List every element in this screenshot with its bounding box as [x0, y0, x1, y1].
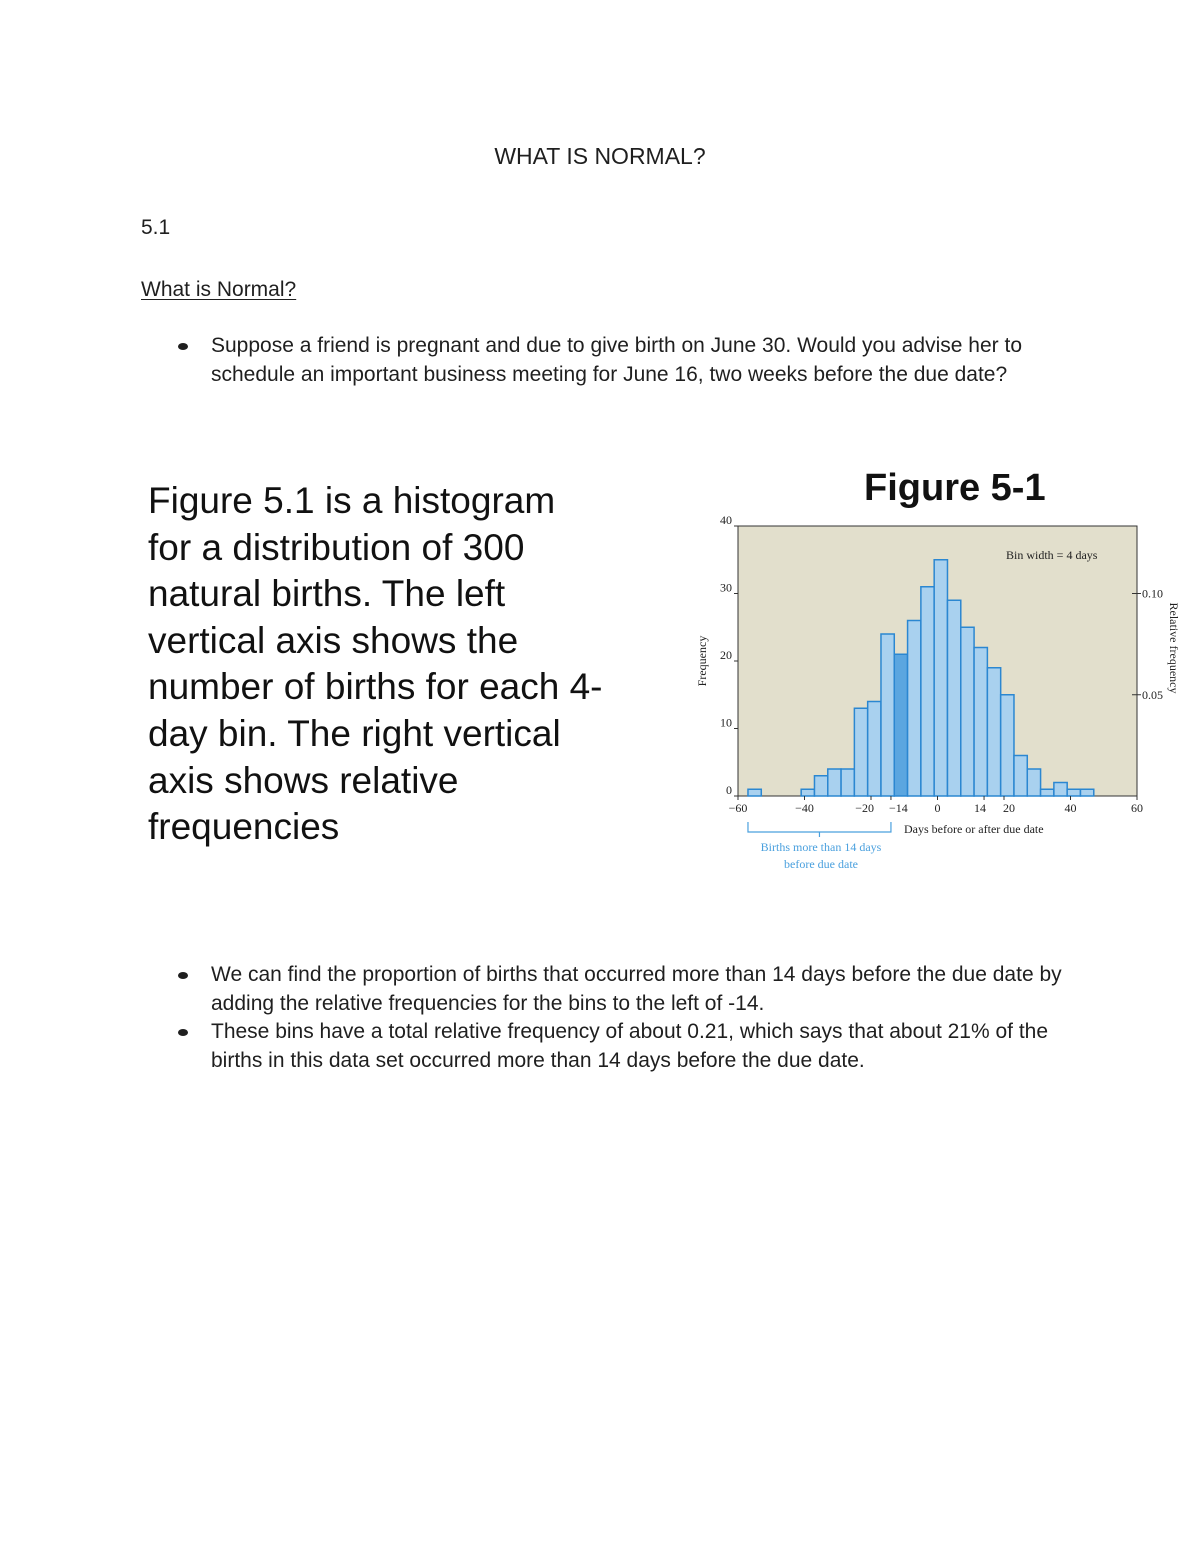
bullet-icon	[178, 972, 188, 979]
bracket-group	[748, 822, 891, 837]
bin-width-annotation: Bin width = 4 days	[1006, 548, 1098, 562]
section-heading: What is Normal?	[141, 278, 297, 301]
bullet-text: We can find the proportion of births that occurred more than 14 days before the due date by adding the relative frequencies for the bins to the left of -14.	[211, 963, 1062, 1015]
histogram-bar-highlight	[894, 654, 907, 796]
x-tick-label: −14	[888, 801, 908, 815]
caption-line: number of births for each 4-	[148, 666, 603, 708]
y-right-tick-label: 0.05	[1142, 687, 1163, 702]
x-tick-label: 0	[934, 801, 941, 815]
page-title: WHAT IS NORMAL?	[494, 143, 706, 169]
histogram-bar	[947, 600, 960, 796]
list-item	[176, 332, 1076, 389]
bullet-text: Suppose a friend is pregnant and due to give birth on June 30. Would you advise her to schedule an important business meeting for June 16, two weeks before the due date?	[211, 334, 1022, 386]
histogram-bar	[748, 789, 761, 796]
histogram-bar	[1041, 789, 1054, 796]
y-axis-label: Frequency	[695, 635, 709, 687]
histogram-bar	[1067, 789, 1080, 796]
y-tick-label: 0	[726, 783, 732, 797]
histogram-bar	[1001, 695, 1014, 796]
x-tick-label: 20	[1003, 801, 1015, 815]
histogram-bar	[881, 634, 894, 796]
y-right-tick-label: 0.10	[1142, 586, 1163, 601]
figure-caption	[148, 478, 668, 851]
list-item	[176, 961, 1076, 1018]
figure-label: Figure 5-1	[864, 467, 1046, 509]
caption-line: vertical axis shows the	[148, 619, 519, 661]
histogram-bar	[961, 627, 974, 796]
y-right-axis-label: Relative frequency	[1167, 602, 1181, 694]
bullet-text: These bins have a total relative frequency of about 0.21, which says that about 21% of the births in this data set occurred more than 14 days before the due date.	[211, 1020, 1049, 1072]
x-tick-label: 60	[1131, 801, 1143, 815]
x-axis-label: Days before or after due date	[904, 822, 1044, 836]
y-tick-label: 30	[720, 580, 732, 595]
x-tick-label: 14	[974, 801, 987, 815]
bracket-label-line: Births more than 14 days	[760, 840, 882, 854]
histogram-bar	[921, 587, 934, 796]
caption-line: natural births. The left	[148, 573, 506, 615]
caption-line: day bin. The right vertical	[148, 712, 561, 754]
caption-line: for a distribution of 300	[148, 526, 525, 568]
bullet-list-top	[176, 332, 1076, 389]
y-tick-label: 40	[720, 513, 732, 527]
histogram-bar	[987, 668, 1000, 796]
y-tick-label: 20	[720, 648, 732, 662]
histogram-bar	[908, 621, 921, 797]
histogram-bar	[841, 769, 854, 796]
histogram-bar	[934, 560, 947, 796]
x-tick-label: 40	[1064, 801, 1077, 815]
y-tick-label: 10	[720, 715, 732, 730]
bullet-icon	[178, 343, 188, 350]
histogram-bar	[1014, 756, 1027, 797]
caption-line: Figure 5.1 is a histogram	[148, 480, 556, 521]
x-tick-label: −20	[855, 801, 874, 815]
bullet-icon	[178, 1029, 188, 1036]
section-number: 5.1	[141, 216, 171, 239]
histogram-bar	[801, 789, 814, 796]
histogram-bar	[828, 769, 841, 796]
histogram-chart	[680, 510, 1200, 885]
histogram-bar	[974, 648, 987, 797]
caption-line: axis shows relative	[148, 759, 459, 801]
list-item	[176, 1018, 1076, 1075]
histogram-bar	[1054, 783, 1067, 797]
histogram-bar	[1027, 769, 1040, 796]
x-tick-label: −60	[728, 801, 748, 815]
bracket-line	[748, 822, 891, 837]
histogram-bar	[814, 776, 827, 796]
histogram-bar	[1080, 789, 1093, 796]
caption-line: frequencies	[148, 806, 340, 848]
bracket-label-line: before due date	[784, 857, 858, 871]
bullet-list-bottom	[176, 961, 1076, 1075]
histogram-bar	[868, 702, 881, 797]
histogram-bar	[854, 708, 867, 796]
x-tick-label: −40	[795, 801, 814, 815]
